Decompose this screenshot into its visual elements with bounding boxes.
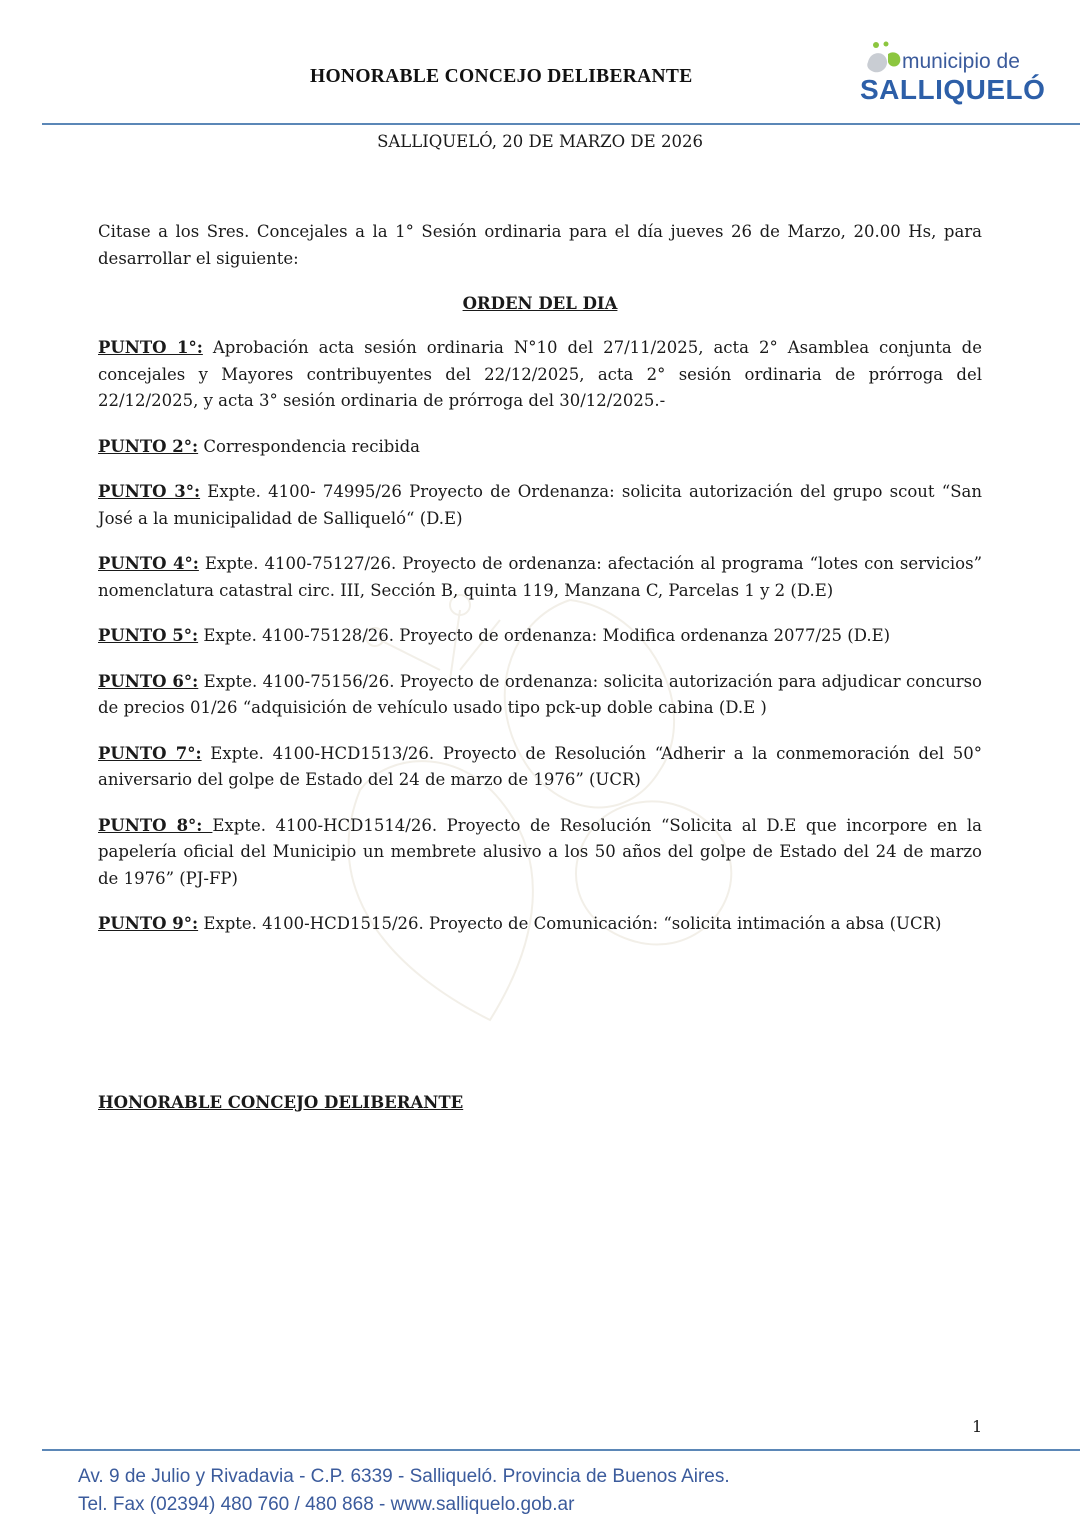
punto-label: PUNTO 7°: xyxy=(98,743,202,763)
punto-label: PUNTO 8°: xyxy=(98,815,213,835)
date-line: SALLIQUELÓ, 20 DE MARZO DE 2026 xyxy=(377,132,703,151)
punto-text: Expte. 4100-75128/26. Proyecto de ordenanza: Modifica ordenanza 2077/25 (D.E) xyxy=(198,626,891,645)
logo-bottom-text: SALLIQUELÓ xyxy=(860,74,1046,105)
punto-text: Expte. 4100-75127/26. Proyecto de ordenanza: afectación al programa “lotes con servicios” nomenclatura catastral circ. III, Sección B, quinta 119, Manzana C, Parcelas 1 y 2 (D.E) xyxy=(98,554,983,600)
leaf-icon xyxy=(864,40,904,76)
footer-address: Av. 9 de Julio y Rivadavia - C.P. 6339 - Salliqueló. Provincia de Buenos Aires. xyxy=(78,1466,730,1487)
punto-text: Correspondencia recibida xyxy=(198,436,421,456)
punto-item xyxy=(98,741,982,794)
document-body xyxy=(98,219,982,957)
punto-text: Expte. 4100- 74995/26 Proyecto de Ordenanza: solicita autorización del grupo scout “San José a la municipalidad de Salliqueló“ (D.E) xyxy=(98,482,982,528)
signature-line: HONORABLE CONCEJO DELIBERANTE xyxy=(98,1093,464,1112)
punto-label: PUNTO 9°: xyxy=(98,914,199,933)
logo-top-text: municipio de xyxy=(902,50,1020,73)
punto-item xyxy=(98,623,982,650)
punto-label: PUNTO 4°: xyxy=(98,554,199,573)
punto-item xyxy=(98,813,982,893)
municipio-logo xyxy=(858,40,1058,110)
header-title: HONORABLE CONCEJO DELIBERANTE xyxy=(310,66,693,87)
punto-label: PUNTO 1°: xyxy=(98,338,203,357)
punto-text: Expte. 4100-75156/26. Proyecto de ordenanza: solicita autorización para adjudicar concurso de precios 01/26 “adquisición de vehículo usado tipo pck-up doble cabina (D.E ) xyxy=(98,671,982,717)
section-heading: ORDEN DEL DIA xyxy=(462,294,618,313)
punto-text: Expte. 4100-HCD1513/26. Proyecto de Resolución “Adherir a la conmemoración del 50° aniversario del golpe de Estado del 24 de marzo de 1976” (UCR) xyxy=(98,743,982,789)
punto-label: PUNTO 3°: xyxy=(98,482,201,501)
punto-label: PUNTO 6°: xyxy=(98,671,199,691)
footer-rule xyxy=(42,1449,1080,1451)
punto-label: PUNTO 2°: xyxy=(98,436,199,456)
header-rule xyxy=(42,123,1080,125)
footer-contact: Tel. Fax (02394) 480 760 / 480 868 - www.salliquelo.gob.ar xyxy=(78,1494,575,1515)
punto-item xyxy=(98,669,982,722)
punto-item xyxy=(98,911,982,938)
punto-label: PUNTO 5°: xyxy=(98,626,199,645)
punto-text: Aprobación acta sesión ordinaria N°10 del 27/11/2025, acta 2° Asamblea conjunta de concejales y Mayores contribuyentes del 22/12/2025, acta 2° sesión ordinaria de prórroga del 22/12/2025, y acta 3° sesión ordinaria de prórroga del 30/12/2025.- xyxy=(98,338,982,410)
punto-item xyxy=(98,479,982,532)
intro-paragraph: Citase a los Sres. Concejales a la 1° Sesión ordinaria para el día jueves 26 de Marzo, 20.00 Hs, para desarrollar el siguiente: xyxy=(98,222,982,268)
punto-text: Expte. 4100-HCD1515/26. Proyecto de Comunicación: “solicita intimación a absa (UCR) xyxy=(198,914,942,933)
punto-item xyxy=(98,434,982,461)
punto-item xyxy=(98,335,982,415)
page-number: 1 xyxy=(972,1417,983,1436)
punto-item xyxy=(98,551,982,604)
punto-text: Expte. 4100-HCD1514/26. Proyecto de Resolución “Solicita al D.E que incorpore en la papelería oficial del Municipio un membrete alusivo a los 50 años del golpe de Estado del 24 de marzo de 1976” (PJ-FP) xyxy=(98,815,982,888)
